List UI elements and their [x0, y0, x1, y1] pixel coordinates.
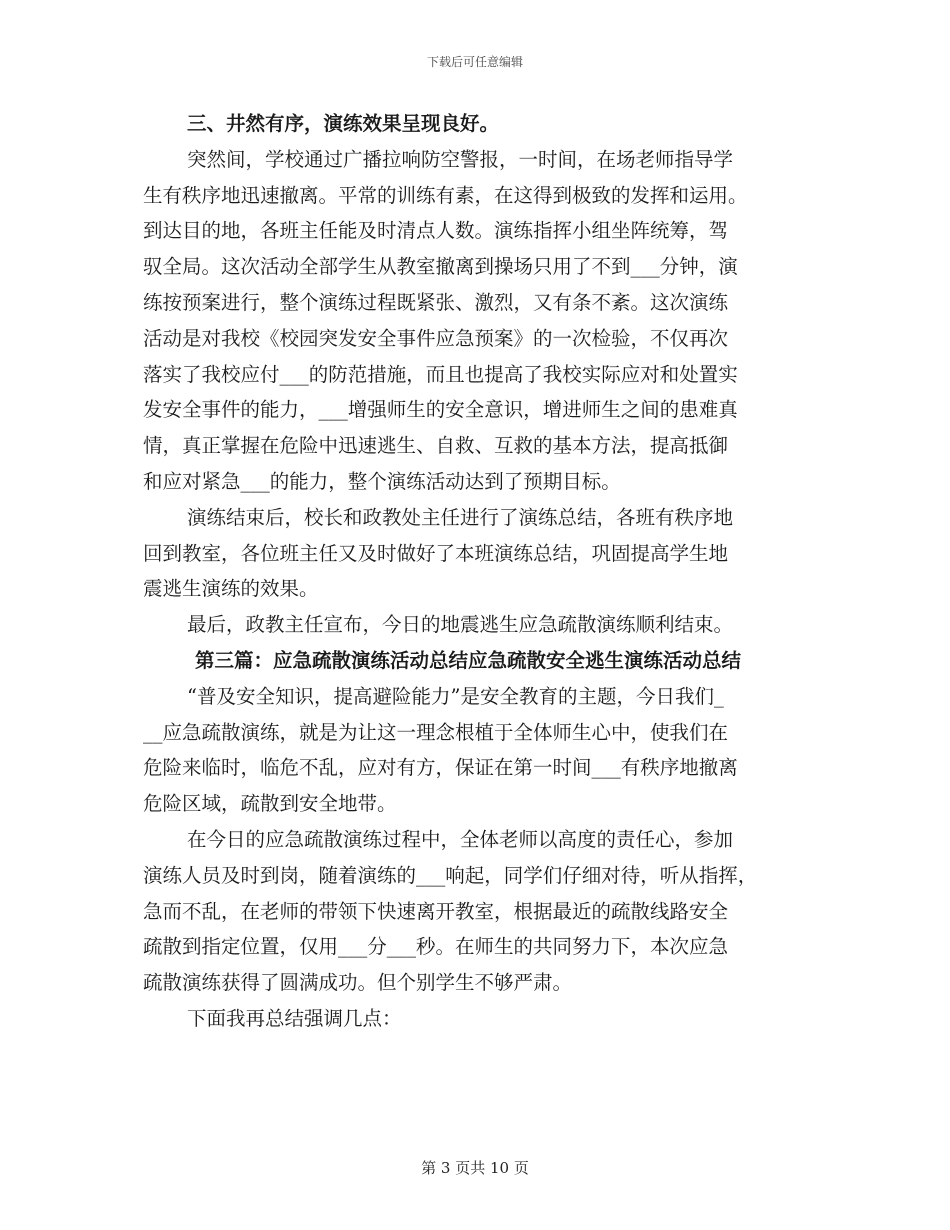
section-heading: 第三篇：应急疏散演练活动总结应急疏散安全逃生演练活动总结: [195, 648, 742, 672]
text-line: 活动是对我校《校园突发安全事件应急预案》的一次检验，不仅再次: [143, 326, 729, 350]
text-line: 情，真正掌握在危险中迅速逃生、自救、互救的基本方法，提高抵御: [143, 434, 729, 458]
text-line: __应急疏散演练，就是为让这一理念根植于全体师生心中，使我们在: [143, 720, 729, 744]
text-line: “普及安全知识，提高避险能力”是安全教育的主题，今日我们_: [187, 684, 724, 708]
text-line: 演练人员及时到岗，随着演练的___响起，同学们仔细对待，听从指挥，: [143, 863, 758, 887]
text-line: 练按预案进行，整个演练过程既紧张、激烈，又有条不紊。这次演练: [143, 290, 729, 314]
text-line: 回到教室，各位班主任又及时做好了本班演练总结，巩固提高学生地: [143, 541, 729, 565]
text-line: 疏散到指定位置，仅用___分___秒。在师生的共同努力下，本次应急: [143, 935, 729, 959]
text-line: 演练结束后，校长和政教处主任进行了演练总结，各班有秩序地: [187, 505, 734, 529]
text-line: 下面我再总结强调几点：: [187, 1006, 402, 1030]
page-header: 下载后可任意编辑: [426, 55, 523, 69]
section-heading: 三、井然有序，演练效果呈现良好。: [187, 112, 500, 135]
text-line: 在今日的应急疏散演练过程中，全体老师以高度的责任心，参加: [187, 827, 734, 851]
text-line: 生有秩序地迅速撤离。平常的训练有素，在这得到极致的发挥和运用。: [143, 183, 748, 207]
text-line: 和应对紧急___的能力，整个演练活动达到了预期目标。: [143, 469, 621, 493]
text-line: 急而不乱，在老师的带领下快速离开教室，根据最近的疏散线路安全: [143, 899, 729, 923]
text-line: 突然间，学校通过广播拉响防空警报，一时间，在场老师指导学: [187, 147, 734, 171]
page-footer: 第 3 页共 10 页: [421, 1159, 529, 1177]
text-line: 疏散演练获得了圆满成功。但个别学生不够严肃。: [143, 971, 573, 995]
text-line: 危险来临时，临危不乱，应对有方，保证在第一时间___有秩序地撤离: [143, 756, 738, 780]
text-line: 危险区域，疏散到安全地带。: [143, 792, 397, 816]
text-line: 发安全事件的能力，___增强师生的安全意识，增进师生之间的患难真: [143, 398, 738, 422]
text-line: 震逃生演练的效果。: [143, 577, 319, 601]
text-line: 落实了我校应付___的防范措施，而且也提高了我校实际应对和处置实: [143, 362, 738, 386]
text-line: 驭全局。这次活动全部学生从教室撤离到操场只用了不到___分钟，演: [143, 255, 738, 279]
text-line: 最后，政教主任宣布，今日的地震逃生应急疏散演练顺利结束。: [187, 613, 734, 637]
document-body: [143, 106, 811, 1037]
text-line: 到达目的地，各班主任能及时清点人数。演练指挥小组坐阵统筹，驾: [143, 219, 729, 243]
